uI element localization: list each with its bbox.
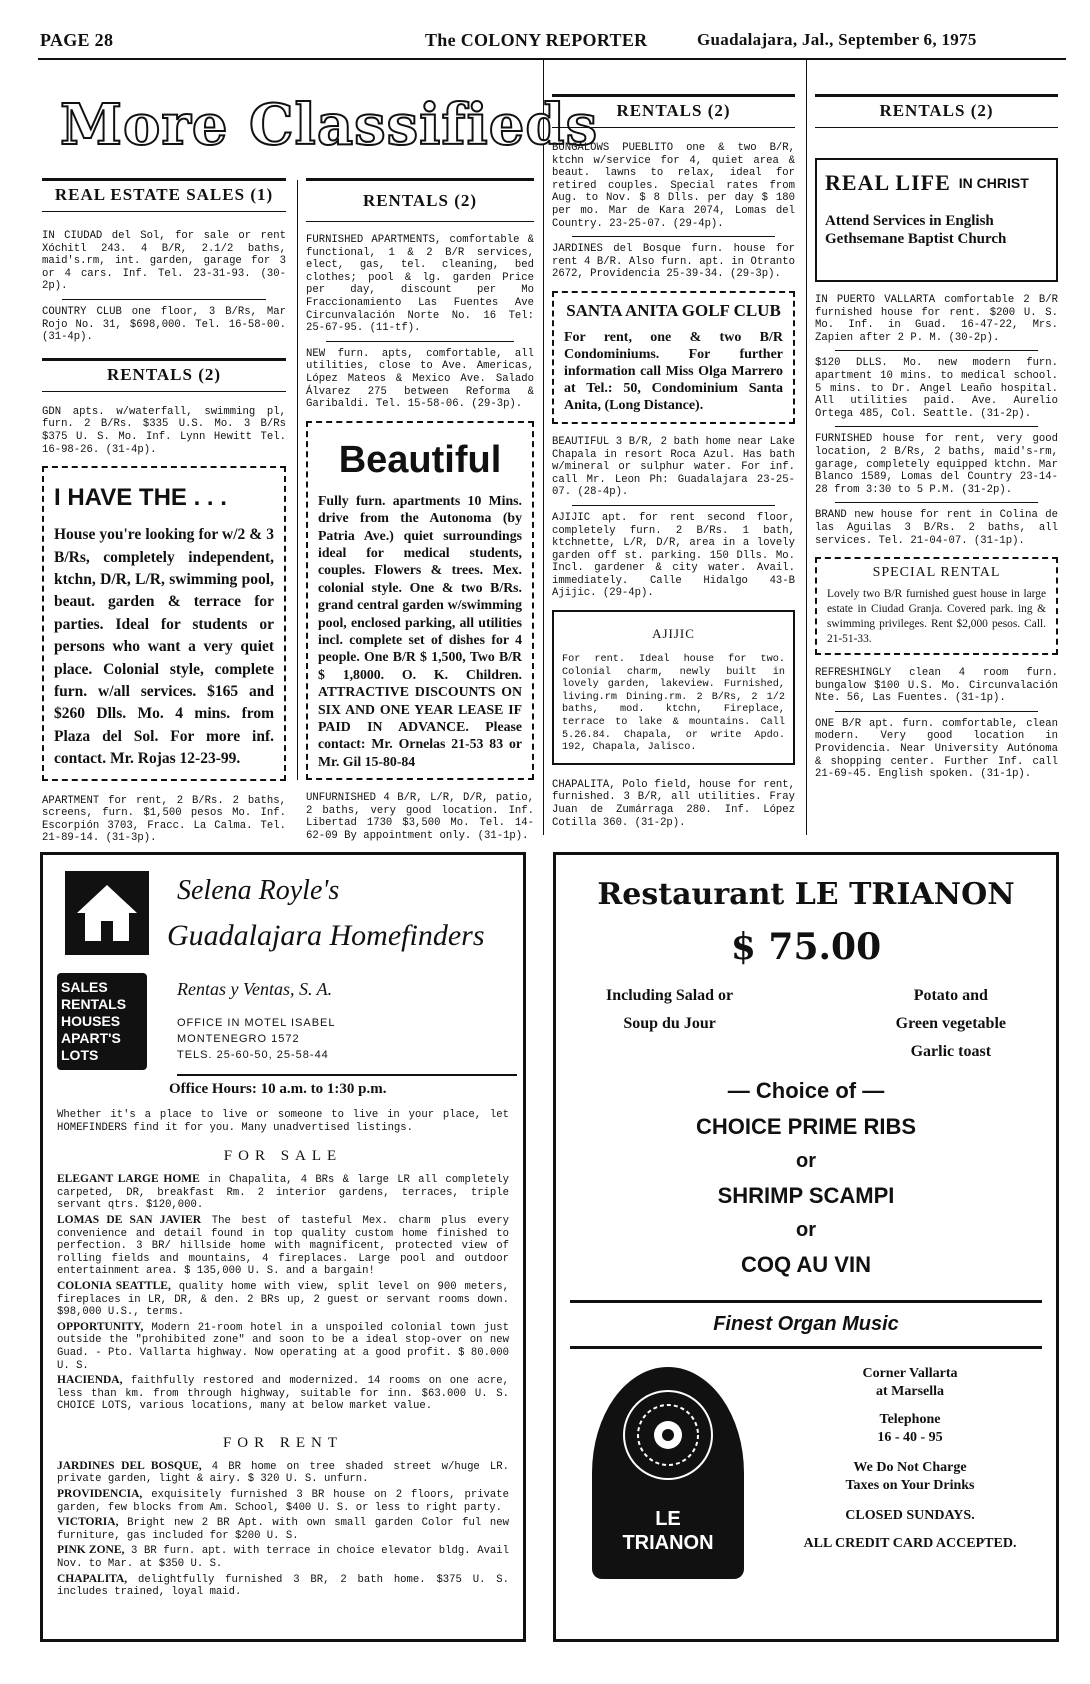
listing [57,1321,509,1372]
address-line: Corner Vallarta [862,1366,958,1381]
more-classifieds-banner: More Classifieds [60,92,599,158]
listing-description: The best of tasteful Mex. charm plus every convenience and detail found in top quality custom home finished to perfection. 3 BR/ hillside home with magnificent, protected view of rolling fields and mountains, 4 fireplaces. Large pool and outdoor entertainment area. $ 135,000 U. S. and a bargain! [57,1214,509,1278]
church-ad-box [815,158,1058,282]
classified-ad: IN CIUDAD del Sol, for sale or rent Xóchitl 243. 4 B/R, 2.1/2 baths, maid's.rm, int. garden, garage for 3 or 4 cars. Inf. Tel. 23-31-93. (30-2p). [42,230,286,293]
office-line: TELS. 25-60-50, 25-58-44 [177,1049,329,1061]
listing-description: quality home with view, split level on 900 meters, fireplaces in LR, DR, & den. 2 BRs up, 2 guest or servant rooms down. $98,000 U.S., terms. [57,1280,509,1319]
logo-line: TRIANON [622,1532,714,1554]
for-sale-list [57,1173,509,1413]
listing-description: Bright new 2 BR Apt. with own small garden Color ful new furniture, gas included for $200 U. S. [57,1517,509,1542]
divider [177,1074,517,1076]
menu-includes-right [896,982,1006,1066]
dish: SHRIMP SCAMPI [717,1183,895,1208]
listing-description: in Chapalita, 4 BRs & large LR all completely carpeted, DR, breakfast Rm. 2 interior gardens, terraces, triple servant qtrs. $120,000. [57,1174,509,1212]
box-text: For rent. Ideal house for two. Colonial charm, newly built in lovely garden, lakeview. Furnished, living.rm Dining.rm. 2 B/Rs, 2 1/2 baths, mod. ktchn, Fireplace, terrace to lake & mountains. Call 5.26.84. Chapala, or write Apdo. 192, Chapala, Jalisco. [562,654,785,754]
separator [835,711,1038,712]
badge-line: SALES [61,979,108,995]
company-name-line-1: Selena Royle's [177,875,340,906]
or-label: or [796,1219,816,1241]
rentals-heading: RENTALS (2) [815,94,1058,128]
listing-title: OPPORTUNITY, [57,1320,144,1333]
column-4 [815,94,1058,781]
box-title: SANTA ANITA GOLF CLUB [566,300,781,320]
classified-ad: REFRESHINGLY clean 4 room furn. bungalow $100 U.S. Mo. Circunvalación Nte. 56, Las Fuentes. (31-1p). [815,667,1058,705]
menu-line: Potato and [913,987,988,1004]
listing-description: exquisitely furnished 3 BR house on 2 floors, private garden, few blocks from Am. School, $400 U. S. or less to right party. [57,1489,509,1514]
office-line: MONTENEGRO 1572 [177,1033,300,1045]
for-sale-heading: FOR SALE [223,1148,343,1165]
column-1 [42,178,286,845]
separator [62,299,266,300]
or-label: or [796,1150,816,1172]
classified-ad: $120 DLLS. Mo. new modern furn. apartment 10 mins. to medical school. 5 mins. to Dr. Angel Leaño hospital. All utilities paid. Ave. Aurelio Ortega 485, Col. Seattle. (31-2p). [815,357,1058,420]
restaurant-contact [770,1365,1050,1553]
organ-music: Finest Organ Music [570,1300,1042,1349]
listing [57,1516,509,1542]
classified-ad: CHAPALITA, Polo field, house for rent, furnished. 3 B/R, all utilities. Fray Juan de Zumárraga 280. Inf. López Cotilla 360. (31-2p). [552,778,795,829]
listing [57,1374,509,1413]
intro-text: Whether it's a place to live or someone to live in your place, let HOMEFINDERS find it for you. Many unadvertised listings. [57,1109,509,1134]
column-rule [543,60,544,835]
classified-ad: COUNTRY CLUB one floor, 3 B/Rs, Mar Rojo No. 31, $698,000. Tel. 16-58-00. (31-4p). [42,305,286,344]
classified-ad: FURNISHED house for rent, very good location, 2 B/Rs, 2 baths, maid's-rm, garage, completely equipped ktchn. Mar Blanco 1589, Lomas del Country 23-14-28 from 3:30 to 5 P.M. (31-2p). [815,433,1058,496]
box-title: SPECIAL RENTAL [872,565,1001,581]
listing-title: ELEGANT LARGE HOME [57,1173,200,1186]
box-text: House you're looking for w/2 & 3 B/Rs, completely independent, ktchn, D/R, L/R, swimming pool, beaut. garden & terrace for parties. Ideal for students or persons who want a very quiet place. Colonial style, complete furn. w/all services. $165 and $260 Dlls. Mo. 4 mins. from Plaza del Sol. For more inf. contact. Mr. Rojas 12-23-99. [54,526,274,768]
rentals-heading: RENTALS (2) [306,178,534,222]
listing [57,1573,509,1599]
ajijic-ad-box [552,610,795,765]
dish: COQ AU VIN [741,1252,871,1277]
classified-ad: ONE B/R apt. furn. comfortable, clean modern. Very good location in Providencia. Near University Autónoma & shopping center. Further Inf. call 21-69-45. English spoken. (31-1p). [815,717,1058,781]
classified-ad: JARDINES del Bosque furn. house for rent 4 B/R. Also furn. apt. in Otranto 2672, Providencia 25-39-34. (29-3p). [552,243,795,281]
badge-line: HOUSES [61,1013,121,1029]
separator [572,505,775,506]
classified-ad: BRAND new house for rent in Colina de las Aguilas 3 B/Rs. 2 baths, all services. Tel. 21-04-07. (31-1p). [815,509,1058,547]
classified-ad: AJIJIC apt. for rent second floor, completely furn. 2 B/Rs. 1 bath, ktchnette, L/R, D/R, area in a lovely garden off st. parking. 150 Dlls. Mo. Incl. gardener & city water. Avail. immediately. Calle Hidalgo 43-B Ajijic. (29-4p). [552,511,795,600]
church-logo-tagline: IN CHRIST [958,175,1029,191]
badge-line: LOTS [61,1047,99,1063]
box-title: AJIJIC [652,626,695,642]
column-2 [306,178,534,843]
badge-line: APART'S [61,1030,121,1046]
for-rent-list [57,1460,509,1599]
listing-description: faithfully restored and modernized. 14 rooms on one acre, less than km. from through highway, suitable for inn. $63.000 U. S. CHOICE LOTS, various locations, many at below market value. [57,1375,509,1413]
box-text: Fully furn. apartments 10 Mins. drive from the Autonoma (by Patria Ave.) quiet surroundings ideal for medical students, couples. Flowers & trees. Mex. colonial style. One & two B/Rs. grand central garden w/swimming pool, enclosed parking, all utilities incl. complete set of dishes for 4 people. One B/R $ 1,500, Two B/R $ 1,8000. O. K. Children. ATTRACTIVE DISCOUNTS ON SIX AND ONE YEAR LEASE IF PAID IN ADVANCE. Please contact: Mr. Ornelas 21-53 83 or Mr. Gil 15-80-84 [318,492,522,769]
page-number: PAGE 28 [40,30,114,50]
logo-text [592,1507,744,1555]
listing-title: COLONIA SEATTLE, [57,1279,171,1292]
listing [57,1173,509,1212]
rentals-heading: RENTALS (2) [552,94,795,128]
column-rule [806,60,807,835]
info-line: CLOSED SUNDAYS. [845,1508,975,1523]
listing-description: Modern 21-room hotel in a unspoiled colonial town just outside the "prohibited zone" and soon to be a ideal stop-over on new Guad. - Pto. Vallarta highway. Now operating at a good profit. $ 80.000 U. S. [57,1321,509,1372]
real-estate-heading: REAL ESTATE SALES (1) [42,178,286,212]
listing-description: 3 BR furn. apt. with terrace in choice elevator bldg. Avail Nov. to Mar. at $350 U. S. [57,1545,510,1571]
classified-ad: BUNGALOWS PUEBLITO one & two B/R, ktchn w/service for 4, quiet area & beaut. lawns to relax, ideal for retired couples. Special rates from Aug. to Nov. $ 8 Dlls. per day $ 180 per mo. Mar de Kara 2074, Lomas del Country. 23-25-07. (29-4p). [552,142,795,230]
listing [57,1280,509,1319]
menu-line: Soup du Jour [623,1015,716,1032]
phone-line: 16 - 40 - 95 [877,1430,943,1445]
classified-ad: FURNISHED APARTMENTS, comfortable & functional, 1 & 2 B/R services, elect, gas, tel. cleaning, bed clothes; pool & lg. garden Price per day, discount per Mo Fraccionamiento Las Fuentes Ave Circunvalación Norte No. 16 Tel: 25-67-95. (11-tf). [306,234,534,335]
logo-line: LE [655,1508,681,1530]
company-tagline: Rentas y Ventas, S. A. [177,979,333,999]
company-name-line-2: Guadalajara Homefinders [167,919,485,952]
classified-ad: APARTMENT for rent, 2 B/Rs. 2 baths, screens, furn. $1,500 pesos Mo. Inf. Escorpión 3703, Fracc. La Calma. Tel. 21-89-14. (31-3p). [42,794,286,845]
menu-includes-left [606,982,733,1066]
restaurant-title: Restaurant LE TRIANON [597,877,1015,912]
listing-title: HACIENDA, [57,1374,123,1387]
office-info [177,1015,336,1063]
box-title: I HAVE THE . . . [54,484,227,512]
menu-line: Green vegetable [895,1015,1006,1032]
classified-ad: UNFURNISHED 4 B/R, L/R, D/R, patio, 2 baths, very good location. Inf. Libertad 1730 $3,500 Mo. Tel. 14-62-09 By appointment only. (31-1p). [306,792,534,842]
info-line: We Do Not Charge [853,1460,967,1475]
choice-of: — Choice of — [727,1078,885,1103]
rentals-heading: RENTALS (2) [42,358,286,392]
dish: CHOICE PRIME RIBS [695,1114,917,1139]
listing-title: JARDINES DEL BOSQUE, [57,1459,202,1472]
info-line: Taxes on Your Drinks [845,1478,975,1493]
peacock-icon [618,1385,718,1485]
classified-ad: NEW furn. apts, comfortable, all utilities, close to Ave. Americas, López Mateos & Mexico Ave. Salado Álvarez 275 between Reforma & Garibaldi. Tel. 15-58-06. (29-3p). [306,347,534,411]
listing-title: PROVIDENCIA, [57,1488,143,1501]
santa-anita-ad-box [552,291,795,424]
dateline: Guadalajara, Jal., September 6, 1975 [697,30,977,49]
menu-line: Including Salad or [606,987,734,1004]
special-rental-ad-box [815,557,1058,655]
listing-title: LOMAS DE SAN JAVIER [57,1213,202,1226]
separator [835,426,1038,427]
listing-description: delightfully furnished 3 BR, 2 bath home. $375 U. S. includes trained, loyal maid. [57,1573,509,1599]
separator [326,341,514,342]
homefinders-ad [40,852,526,1642]
listing-title: VICTORIA, [57,1516,119,1529]
newspaper-name: The COLONY REPORTER [425,30,648,50]
price: $ 75.00 [730,926,882,968]
services-badge [57,973,147,1070]
listing-description: 4 BR home on tree shaded street w/huge LR. private garden, light & airy. $ 320 U. S. unfurn. [57,1460,509,1486]
separator [572,236,775,237]
i-have-the-ad-box [42,466,286,780]
le-trianon-logo [592,1367,744,1579]
box-text: Lovely two B/R furnished guest house in large estate in Ciudad Granja. Covered park. ing & swimming privileges. Rent $2,000 pesos. Call. 21-51-33. [827,588,1046,646]
menu-line: Garlic toast [910,1043,992,1060]
phone-line: Telephone [879,1412,941,1427]
classified-ad: GDN apts. w/waterfall, swimming pl, furn. 2 B/Rs. $335 U.S. Mo. 3 B/Rs $375 U. S. Mo. Inf. Lynn Hewitt Tel. 16-98-26. (31-4p). [42,405,286,456]
classified-ad: IN PUERTO VALLARTA comfortable 2 B/R furnished house for rent. $200 U. S. Mo. Inf. in Guad. 16-47-22, Mrs. Zapien after 2 P. M. (30-2p). [815,294,1058,344]
beautiful-ad-box [306,421,534,781]
listing [57,1460,509,1486]
le-trianon-ad [553,852,1059,1642]
church-text: Attend Services in English Gethsemane Baptist Church [825,213,1007,247]
listing-title: CHAPALITA, [57,1572,128,1585]
listing-title: PINK ZONE, [57,1544,125,1557]
box-text: For rent, one & two B/R Condominiums. For further information call Miss Olga Marrero at Tel.: 50, Condominium Santa Anita, (Long Distance). [564,329,783,413]
listing [57,1488,509,1514]
listing [57,1214,509,1278]
for-rent-heading: FOR RENT [222,1434,344,1451]
separator [835,350,1038,351]
real-life-logo: REAL LIFE [825,170,951,195]
header-rule [38,58,1066,60]
listing [57,1544,509,1570]
box-title: Beautiful [338,438,502,481]
office-hours: Office Hours: 10 a.m. to 1:30 p.m. [169,1081,387,1097]
badge-line: RENTALS [61,996,127,1012]
office-line: OFFICE IN MOTEL ISABEL [177,1017,336,1029]
column-3 [552,94,795,829]
separator [835,502,1038,503]
column-rule [297,180,298,780]
address-line: at Marsella [875,1384,945,1399]
house-icon [65,871,149,955]
info-line: ALL CREDIT CARD ACCEPTED. [803,1536,1017,1551]
classified-ad: BEAUTIFUL 3 B/R, 2 bath home near Lake Chapala in resort Roca Azul. Has bath w/mineral or sulphur water. For inf. call Mr. Leon Ph: Guadalajara 23-25-07. (28-4p). [552,435,795,499]
